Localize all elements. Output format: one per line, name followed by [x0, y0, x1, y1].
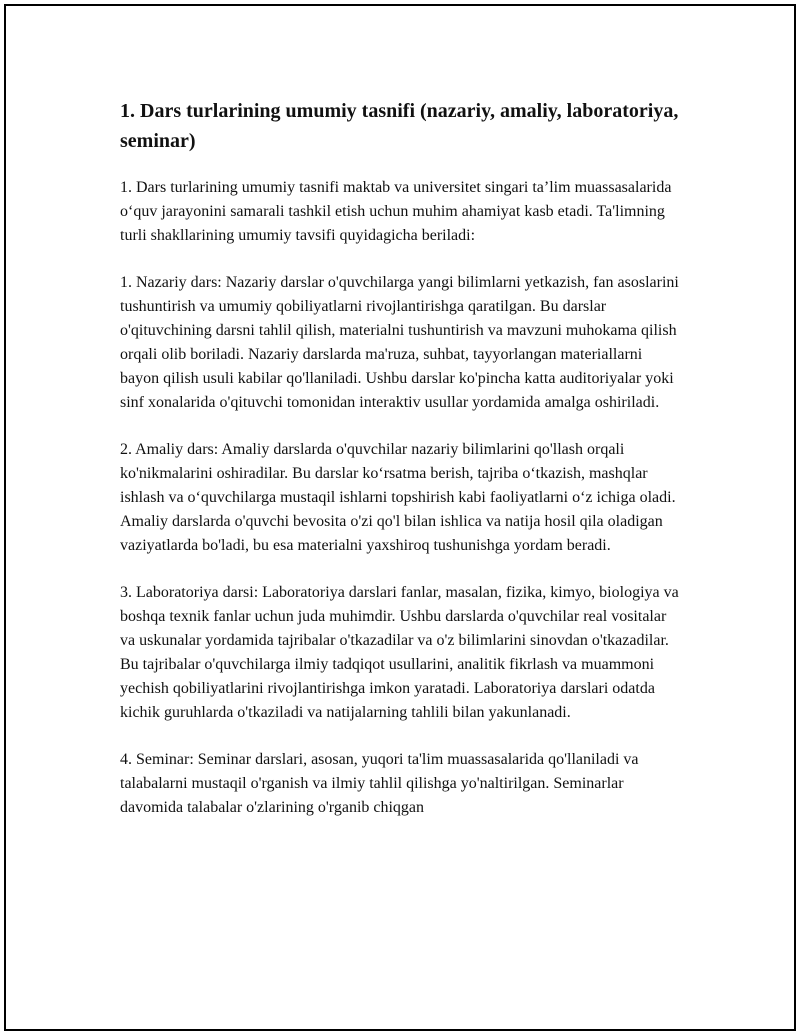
document-title: 1. Dars turlarining umumiy tasnifi (nazariy, amaliy, laboratoriya, seminar): [120, 100, 679, 152]
laboratory-lesson-paragraph: 3. Laboratoriya darsi: Laboratoriya darslari fanlar, masalan, fizika, kimyo, biologiya va boshqa texnik fanlar uchun juda muhimdir. Ushbu darslarda o'quvchilar real vositalar va uskunalar yordamida tajribalar o'tkazadilar va o'z bilimlarini sinovdan o'tkazadilar. Bu tajribalar o'quvchilarga ilmiy tadqiqot usullarini, analitik fikrlash va muammoni yechish qobiliyatlarini rivojlantirishga imkon yaratadi. Laboratoriya darslari odatda kichik guruhlarda o'tkaziladi va natijalarning tahlili bilan yakunlanadi.: [120, 584, 679, 721]
intro-paragraph: 1. Dars turlarining umumiy tasnifi maktab va universitet singari ta’lim muassasalarida o‘quv jarayonini samarali tashkil etish uchun muhim ahamiyat kasb etadi. Ta'limning turli shakllarining umumiy tavsifi quyidagicha beriladi:: [120, 179, 672, 244]
document-body: [120, 96, 680, 843]
theoretical-lesson-paragraph: 1. Nazariy dars: Nazariy darslar o'quvchilarga yangi bilimlarni yetkazish, fan asoslarini tushuntirish va umumiy qobiliyatlarni rivojlantirishga qaratilgan. Bu darslar o'qituvchining darsni tahlil qilish, materialni tushuntirish va mavzuni muhokama qilish orqali olib boriladi. Nazariy darslarda ma'ruza, suhbat, tayyorlangan materiallarni bayon qilish usuli kabilar qo'llaniladi. Ushbu darslar ko'pincha katta auditoriyalar yoki sinf xonalarida o'qituvchi tomonidan interaktiv usullar yordamida amalga oshiriladi.: [120, 274, 679, 411]
page-frame: [4, 4, 796, 1031]
practical-lesson-paragraph: 2. Amaliy dars: Amaliy darslarda o'quvchilar nazariy bilimlarini qo'llash orqali ko'nikmalarini oshiradilar. Bu darslar ko‘rsatma berish, tajriba o‘tkazish, mashqlar ishlash va o‘quvchilarga mustaqil ishlarni topshirish kabi faoliyatlarni o‘z ichiga oladi. Amaliy darslarda o'quvchi bevosita o'zi qo'l bilan ishlica va natija hosil qila oladigan vaziyatlarda bo'ladi, bu esa materialni yaxshiroq tushunishga yordam beradi.: [120, 441, 676, 554]
seminar-paragraph: 4. Seminar: Seminar darslari, asosan, yuqori ta'lim muassasalarida qo'llaniladi va talabalarni mustaqil o'rganish va ilmiy tahlil qilishga yo'naltirilgan. Seminarlar davomida talabalar o'zlarining o'rganib chiqgan: [120, 751, 639, 816]
